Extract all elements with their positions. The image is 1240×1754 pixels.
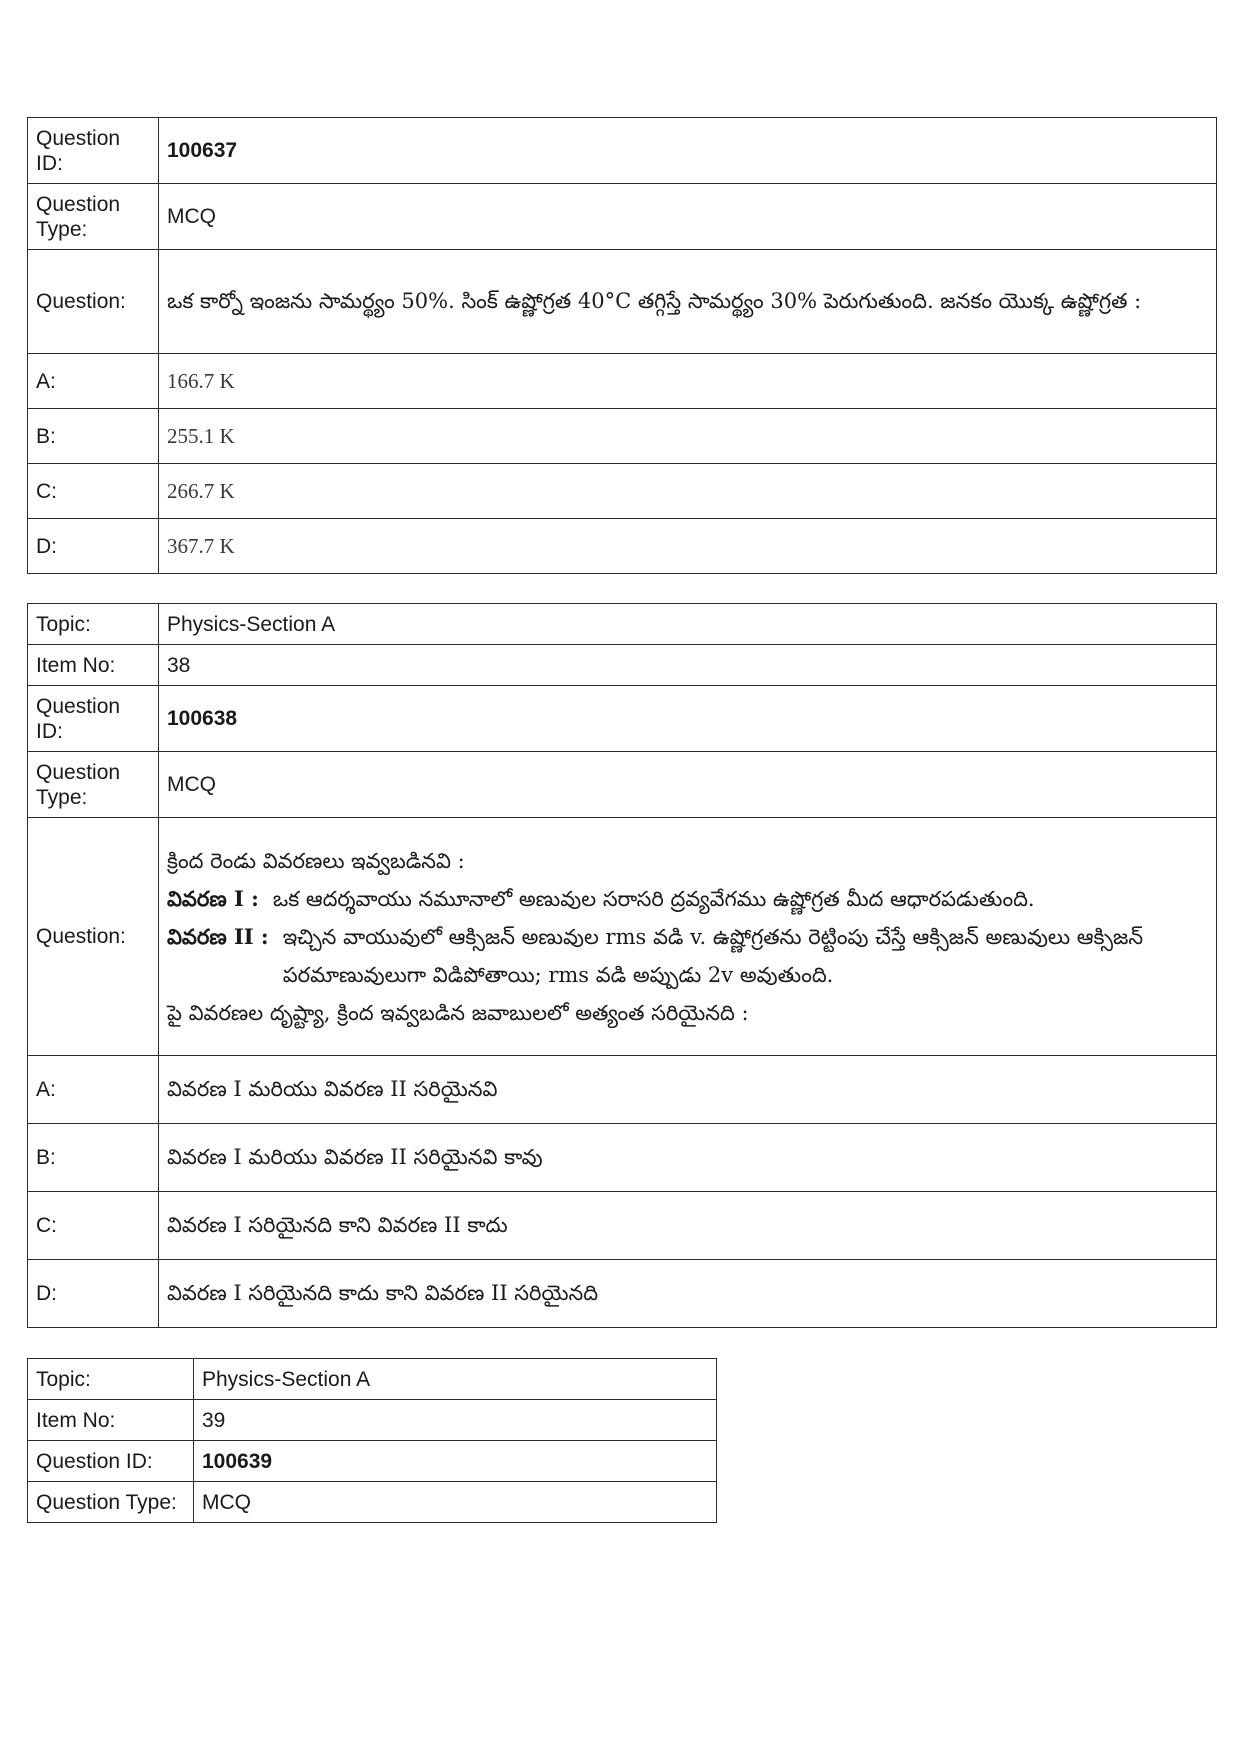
topic-label: Topic: bbox=[28, 604, 159, 645]
item-no-label: Item No: bbox=[28, 645, 159, 686]
option-text: 166.7 K bbox=[159, 354, 1217, 409]
option-label: A: bbox=[28, 1056, 159, 1124]
question-table-100638 bbox=[27, 603, 1217, 1328]
question-type-row bbox=[28, 1482, 717, 1523]
option-label: D: bbox=[28, 519, 159, 574]
topic-row bbox=[28, 604, 1217, 645]
topic-value: Physics-Section A bbox=[194, 1359, 717, 1400]
statement-2-label: వివరణ II : bbox=[167, 923, 269, 949]
option-label: B: bbox=[28, 1124, 159, 1192]
option-label: D: bbox=[28, 1260, 159, 1328]
question-id-label: Question ID: bbox=[28, 686, 159, 752]
question-id-row bbox=[28, 686, 1217, 752]
question-id-value: 100639 bbox=[194, 1441, 717, 1482]
topic-row bbox=[28, 1359, 717, 1400]
statement-2 bbox=[167, 918, 1208, 994]
item-no-row bbox=[28, 645, 1217, 686]
option-text: వివరణ I మరియు వివరణ II సరియైనవి కావు bbox=[159, 1124, 1217, 1192]
question-row bbox=[28, 250, 1217, 354]
option-label: B: bbox=[28, 409, 159, 464]
question-label: Question: bbox=[28, 818, 159, 1056]
option-row-c bbox=[28, 1192, 1217, 1260]
question-id-value: 100638 bbox=[159, 686, 1217, 752]
question-id-value: 100637 bbox=[159, 118, 1217, 184]
question-conclusion: పై వివరణల దృష్ట్యా, క్రింద ఇవ్వబడిన జవాబులలో అత్యంత సరియైనది : bbox=[167, 1000, 749, 1025]
question-type-label: Question Type: bbox=[28, 184, 159, 250]
question-type-label: Question Type: bbox=[28, 1482, 194, 1523]
question-type-value: MCQ bbox=[159, 752, 1217, 818]
option-label: C: bbox=[28, 1192, 159, 1260]
option-text: 255.1 K bbox=[159, 409, 1217, 464]
question-type-row bbox=[28, 184, 1217, 250]
option-text: వివరణ I మరియు వివరణ II సరియైనవి bbox=[159, 1056, 1217, 1124]
question-id-label: Question ID: bbox=[28, 1441, 194, 1482]
item-no-label: Item No: bbox=[28, 1400, 194, 1441]
question-id-label: Question ID: bbox=[28, 118, 159, 184]
option-row-b bbox=[28, 409, 1217, 464]
topic-label: Topic: bbox=[28, 1359, 194, 1400]
option-label: C: bbox=[28, 464, 159, 519]
option-label: A: bbox=[28, 354, 159, 409]
option-row-a bbox=[28, 354, 1217, 409]
topic-value: Physics-Section A bbox=[159, 604, 1217, 645]
question-text: ఒక కార్నో ఇంజను సామర్థ్యం 50%. సింక్ ఉష్ణోగ్రత 40°C తగ్గిస్తే సామర్థ్యం 30% పెరుగుతుంది. జనకం యొక్క ఉష్ణోగ్రత : bbox=[159, 250, 1217, 354]
option-text: 367.7 K bbox=[159, 519, 1217, 574]
option-row-a bbox=[28, 1056, 1217, 1124]
option-row-d bbox=[28, 1260, 1217, 1328]
question-id-row bbox=[28, 1441, 717, 1482]
question-type-value: MCQ bbox=[194, 1482, 717, 1523]
statement-1-label: వివరణ I : bbox=[167, 885, 259, 911]
question-type-value: MCQ bbox=[159, 184, 1217, 250]
option-row-d bbox=[28, 519, 1217, 574]
question-type-row bbox=[28, 752, 1217, 818]
item-no-row bbox=[28, 1400, 717, 1441]
question-body bbox=[159, 818, 1217, 1056]
option-row-b bbox=[28, 1124, 1217, 1192]
statement-1-text: ఒక ఆదర్శవాయు నమూనాలో అణువుల సరాసరి ద్రవ్యవేగము ఉష్ణోగ్రత మీద ఆధారపడుతుంది. bbox=[272, 886, 1035, 911]
question-label: Question: bbox=[28, 250, 159, 354]
option-row-c bbox=[28, 464, 1217, 519]
question-table-100639 bbox=[27, 1358, 717, 1523]
statement-1 bbox=[167, 880, 1208, 918]
question-type-label: Question Type: bbox=[28, 752, 159, 818]
item-no-value: 38 bbox=[159, 645, 1217, 686]
question-row bbox=[28, 818, 1217, 1056]
question-table-100637 bbox=[27, 117, 1217, 574]
option-text: 266.7 K bbox=[159, 464, 1217, 519]
item-no-value: 39 bbox=[194, 1400, 717, 1441]
question-intro: క్రింద రెండు వివరణలు ఇవ్వబడినవి : bbox=[167, 848, 465, 873]
question-id-row bbox=[28, 118, 1217, 184]
option-text: వివరణ I సరియైనది కాని వివరణ II కాదు bbox=[159, 1192, 1217, 1260]
option-text: వివరణ I సరియైనది కాదు కాని వివరణ II సరియైనది bbox=[159, 1260, 1217, 1328]
statement-2-text: ఇచ్చిన వాయువులో ఆక్సిజన్ అణువుల rms వడి v. ఉష్ణోగ్రతను రెట్టింపు చేస్తే ఆక్సిజన్ అణువులు ఆక్సిజన్ పరమాణువులుగా విడిపోతాయి; rms వడి అప్పుడు 2v అవుతుంది. bbox=[282, 924, 1144, 987]
